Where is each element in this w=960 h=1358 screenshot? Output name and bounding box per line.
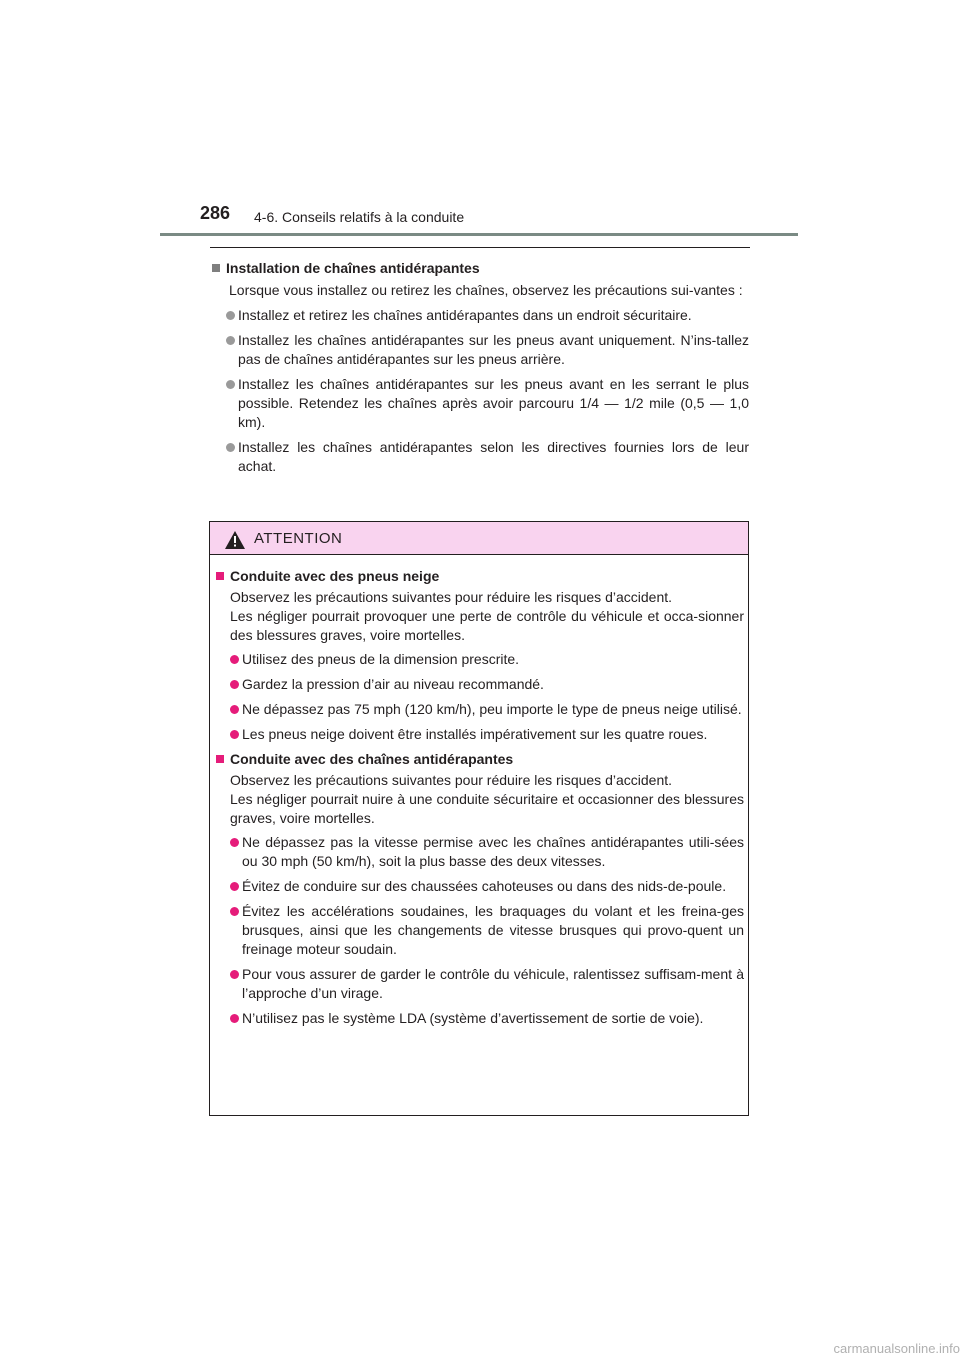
list-item [212, 438, 749, 476]
list-item [216, 833, 744, 871]
square-bullet-icon [212, 264, 220, 272]
list-item [212, 331, 749, 369]
warning-intro [216, 588, 744, 645]
list-item [216, 725, 744, 744]
list-item-text: Évitez de conduire sur des chaussées cahoteuses ou dans des nids-de-poule. [242, 878, 727, 894]
list-item-text: N’utilisez pas le système LDA (système d’avertissement de sortie de voie). [242, 1010, 704, 1026]
bullet-dot-icon [230, 907, 239, 916]
warning-intro-line: Observez les précautions suivantes pour réduire les risques d’accident. [230, 772, 673, 788]
bullet-dot-icon [226, 380, 235, 389]
bullet-dot-icon [226, 336, 235, 345]
section-chains-installation [212, 259, 749, 482]
bullet-dot-icon [230, 882, 239, 891]
watermark: carmanualsonline.info [833, 1341, 960, 1356]
list-item-text: Évitez les accélérations soudaines, les braquages du volant et les freina-ges brusques, ainsi que les changements de vitesse brusques qui provo-quent un freinage moteur soudain. [242, 903, 744, 957]
warning-heading [216, 750, 744, 769]
warning-title: ATTENTION [254, 530, 343, 547]
warning-intro [216, 771, 744, 828]
list-item [216, 965, 744, 1003]
square-bullet-icon [216, 572, 224, 580]
bullet-dot-icon [226, 311, 235, 320]
header-rule [160, 233, 798, 236]
bullet-dot-icon [230, 838, 239, 847]
bullet-dot-icon [230, 730, 239, 739]
list-item [216, 700, 744, 719]
list-item [216, 877, 744, 896]
warning-intro-line: Les négliger pourrait provoquer une perte de contrôle du véhicule et occa-sionner des blessures graves, voire mortelles. [230, 608, 744, 643]
warning-intro-line: Les négliger pourrait nuire à une conduite sécuritaire et occasionner des blessures graves, voire mortelles. [230, 791, 744, 826]
page-number: 286 [200, 203, 231, 223]
warning-intro-line: Observez les précautions suivantes pour réduire les risques d’accident. [230, 589, 673, 605]
section-heading [212, 259, 749, 278]
warning-triangle-icon [225, 531, 245, 549]
list-item-text: Ne dépassez pas 75 mph (120 km/h), peu importe le type de pneus neige utilisé. [242, 701, 742, 717]
list-item-text: Les pneus neige doivent être installés impérativement sur les quatre roues. [242, 726, 708, 742]
list-item [212, 375, 749, 432]
section-heading-text: Installation de chaînes antidérapantes [226, 260, 480, 276]
section-rule [210, 247, 750, 248]
list-item-text: Installez les chaînes antidérapantes sur les pneus avant en les serrant le plus possible. Retendez les chaînes après avoir parcouru 1/4 — 1/2 mile (0,5 — 1,0 km). [238, 376, 749, 430]
warning-heading-text: Conduite avec des chaînes antidérapantes [230, 751, 514, 767]
warning-box [209, 521, 749, 1116]
warning-heading-text: Conduite avec des pneus neige [230, 568, 440, 584]
list-item [216, 675, 744, 694]
list-item-text: Installez et retirez les chaînes antidérapantes dans un endroit sécuritaire. [238, 307, 692, 323]
list-item [212, 306, 749, 325]
list-item-text: Installez les chaînes antidérapantes sur les pneus avant uniquement. N’ins-tallez pas de chaînes antidérapantes sur les pneus arrière. [238, 332, 749, 367]
bullet-dot-icon [230, 655, 239, 664]
bullet-dot-icon [230, 705, 239, 714]
bullet-dot-icon [230, 680, 239, 689]
list-item-text: Installez les chaînes antidérapantes selon les directives fournies lors de leur achat. [238, 439, 749, 474]
list-item-text: Ne dépassez pas la vitesse permise avec les chaînes antidérapantes utili-sées ou 30 mph (50 km/h), soit la plus basse des deux vitesses. [242, 834, 744, 869]
warning-heading [216, 567, 744, 586]
list-item [216, 1009, 744, 1028]
warning-header [210, 522, 748, 555]
list-item-text: Utilisez des pneus de la dimension prescrite. [242, 651, 520, 667]
bullet-dot-icon [226, 443, 235, 452]
chapter-title: 4-6. Conseils relatifs à la conduite [254, 209, 465, 225]
bullet-dot-icon [230, 970, 239, 979]
list-item [216, 650, 744, 669]
section-intro: Lorsque vous installez ou retirez les chaînes, observez les précautions sui-vantes : [229, 282, 743, 298]
list-item [216, 902, 744, 959]
warning-content [216, 567, 744, 1034]
square-bullet-icon [216, 755, 224, 763]
bullet-dot-icon [230, 1014, 239, 1023]
list-item-text: Pour vous assurer de garder le contrôle du véhicule, ralentissez suffisam-ment à l’approche d’un virage. [242, 966, 744, 1001]
list-item-text: Gardez la pression d’air au niveau recommandé. [242, 676, 544, 692]
